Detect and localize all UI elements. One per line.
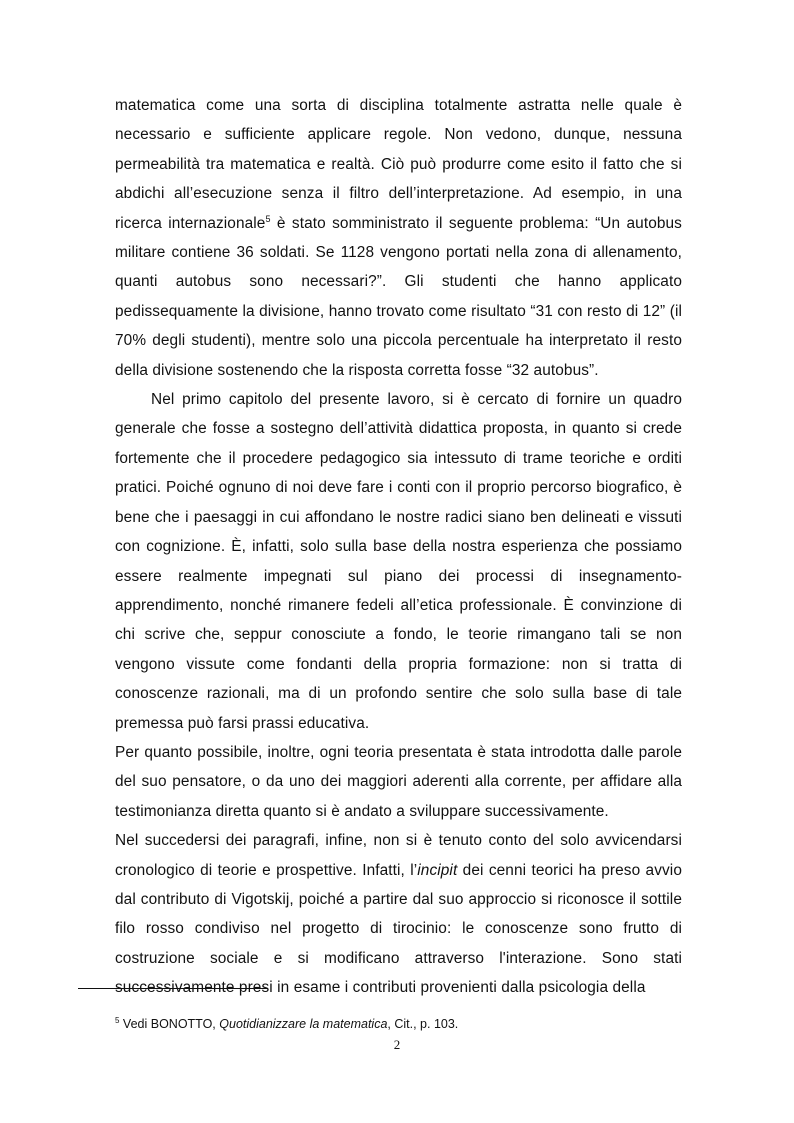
footnote-text-b: , Cit., p. 103. <box>387 1017 459 1031</box>
footnote-text-a: Vedi BONOTTO, <box>119 1017 220 1031</box>
body-text <box>115 91 682 1003</box>
paragraph-4-text-b: dei cenni teorici ha preso avvio dal contributo di Vigotskij, poiché a partire dal suo approccio si riconosce il sottile filo rosso condiviso nel progetto di tirocinio: le conoscenze sono frutto di costruzione sociale e si modificano attraverso l'interazione. Sono stati successivamente presi in esame i contributi provenienti dalla psicologia della <box>115 861 682 997</box>
footnote-book-title: Quotidianizzare la matematica <box>219 1017 388 1031</box>
paragraph-1 <box>115 91 682 385</box>
footnote-reference: 5 <box>265 213 271 224</box>
paragraph-3: Per quanto possibile, inoltre, ogni teoria presentata è stata introdotta dalle parole del suo pensatore, o da uno dei maggiori aderenti alla corrente, per affidare alla testimonianza diretta quanto si è andato a sviluppare successivamente. <box>115 743 682 820</box>
footnote-number: 5 <box>115 1016 120 1025</box>
incipit-italic: incipit <box>417 861 458 879</box>
paragraph-2: Nel primo capitolo del presente lavoro, si è cercato di fornire un quadro generale che fosse a sostegno dell’attività didattica proposta, in quanto si crede fortemente che il procedere pedagogico sia intessuto di trame teoriche e orditi pratici. Poiché ognuno di noi deve fare i conti con il proprio percorso biografico, è bene che i paesaggi in cui affondano le nostre radici siano ben delineati e vissuti con cognizione. È, infatti, solo sulla base della nostra esperienza che possiamo essere realmente impegnati sul piano dei processi di insegnamento-apprendimento, nonché rimanere fedeli all’etica professionale. È convinzione di chi scrive che, seppur conosciute a fondo, le teorie rimangano tali se non vengono vissute come fondanti della propria formazione: non si tratta di conoscenze razionali, ma di un profondo sentire che solo sulla base di tale premessa può farsi prassi educativa. <box>115 391 682 732</box>
paragraph-1-text-a: matematica come una sorta di disciplina totalmente astratta nelle quale è necessario e sufficiente applicare regole. Non vedono, dunque, nessuna permeabilità tra matematica e realtà. Ciò può produrre come esito il fatto che si abdichi all’esecuzione senza il filtro dell’interpretazione. Ad esempio, in una ricerca internazionale <box>115 97 682 232</box>
footnote-separator <box>78 988 268 989</box>
page-number: 2 <box>393 1037 401 1052</box>
paragraph-4-text-a: Nel succedersi dei paragrafi, infine, non si è tenuto conto del solo avvicendarsi cronologico di teorie e prospettive. Infatti, l’ <box>115 832 682 879</box>
footnote <box>115 1016 682 1032</box>
paragraph-1-text-b: è stato somministrato il seguente problema: “Un autobus militare contiene 36 soldati. Se 1128 vengono portati nella zona di allenamento, quanti autobus sono necessari?”. Gli studenti che hanno applicato pedissequamente la divisione, hanno trovato come risultato “31 con resto di 12” (il 70% degli studenti), mentre solo una piccola percentuale ha interpretato il resto della divisione sostenendo che la risposta corretta fosse “32 autobus”. <box>115 214 682 379</box>
paragraph-4 <box>115 826 682 1002</box>
